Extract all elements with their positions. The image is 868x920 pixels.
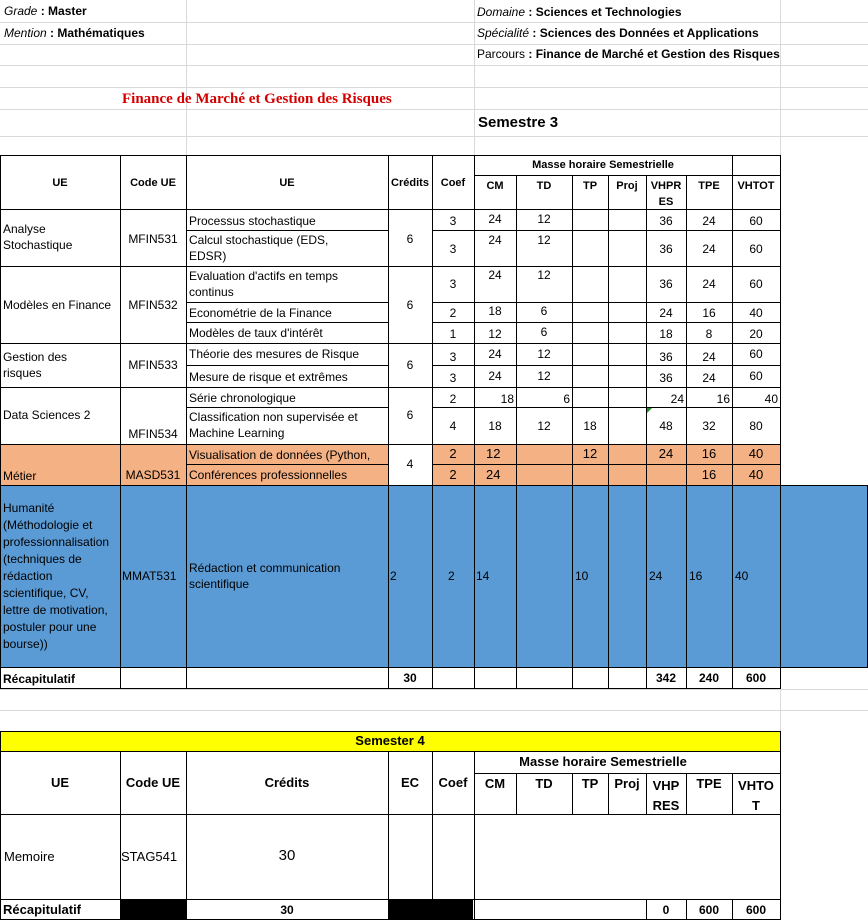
- s3-ue-data-sciences: Data Sciences 2: [3, 408, 91, 422]
- parcours-value: : Finance de Marché et Gestion des Risques: [528, 47, 780, 61]
- s4-header-vhpres: VHP RES: [652, 778, 680, 813]
- s3-row-6-tpe: 24: [702, 371, 716, 385]
- s4-header-cm: CM: [484, 776, 506, 791]
- s3-row-8-tpe: 32: [702, 419, 716, 433]
- s3-row-2-cm: 24: [488, 268, 502, 282]
- s3-row-4-vhtot: 20: [749, 327, 763, 341]
- s3-row-7-cm: 18: [500, 392, 514, 406]
- s3-row-6-cm: 24: [488, 369, 502, 383]
- s3-header-tpe: TPE: [698, 180, 720, 192]
- s3-row-7-vhpres: 24: [670, 392, 684, 406]
- s3-row-8-td: 12: [537, 419, 551, 433]
- s3-row-6-name: Mesure de risque et extrêmes: [189, 370, 348, 384]
- s3-row-3-vhpres: 24: [659, 306, 673, 320]
- s3-row-10-vhtot: 40: [748, 467, 764, 482]
- grade-value: : Master: [40, 4, 87, 18]
- parcours-line: [477, 46, 780, 62]
- s3-row-8-name: Classification non supervisée et Machine Learning: [189, 410, 358, 440]
- s3-row-5-td: 12: [537, 347, 551, 361]
- s3-row-2-vhtot: 60: [749, 277, 763, 291]
- s3-row-4-vhpres: 18: [659, 327, 673, 341]
- s3-code-mmat531: MMAT531: [122, 569, 177, 583]
- s3-header-ue-element: UE: [279, 177, 295, 189]
- s3-row-6-vhpres: 36: [659, 371, 673, 385]
- s3-row-9-name: Visualisation de données (Python,: [189, 448, 371, 462]
- domaine-value: : Sciences et Technologies: [528, 5, 682, 19]
- s3-row-5-vhtot: 60: [749, 347, 763, 361]
- s3-header-masse: Masse horaire Semestrielle: [532, 159, 674, 171]
- s3-ue-modeles: Modèles en Finance: [3, 298, 112, 312]
- s3-header-tp: TP: [582, 180, 598, 192]
- s4-header-masse: Masse horaire Semestrielle: [519, 754, 687, 769]
- s3-row-4-td: 6: [540, 325, 548, 339]
- s3-credits-gestion: 6: [406, 358, 414, 372]
- s3-row-5-cm: 24: [488, 347, 502, 361]
- specialite-label: Spécialité: [477, 26, 530, 40]
- cell-comment-marker: [647, 408, 652, 413]
- s3-row-8-tp: 18: [583, 419, 597, 433]
- s3-row-7-vhtot: 40: [764, 392, 778, 406]
- s3-recap-vhpres: 342: [655, 671, 677, 685]
- mention-label: Mention: [4, 26, 47, 40]
- s3-code-mfin533: MFIN533: [128, 358, 178, 372]
- s3-row-11-vhpres: 24: [649, 569, 663, 583]
- s3-credits-humanite: 2: [390, 569, 397, 583]
- s3-row-11-cm: 14: [476, 569, 490, 583]
- s3-row-8-cm: 18: [488, 419, 502, 433]
- s3-row-9-tp: 12: [582, 446, 598, 461]
- s3-header-td: TD: [536, 180, 552, 192]
- s4-header-tpe: TPE: [696, 776, 722, 791]
- s4-header-td: TD: [535, 776, 553, 791]
- s3-row-0-td: 12: [537, 212, 551, 226]
- s3-row-4-coef: 1: [449, 327, 457, 341]
- s3-credits-metier: 4: [406, 457, 414, 471]
- s3-row-3-cm: 18: [488, 304, 502, 318]
- s4-header-ue: UE: [50, 775, 70, 790]
- s3-row-7-td: 6: [563, 392, 570, 406]
- s4-recap-vhpres: 0: [662, 903, 670, 917]
- grade-label: Grade: [4, 4, 38, 18]
- recap4-black-code: [120, 900, 186, 920]
- s3-recap-tpe: 240: [698, 671, 720, 685]
- s3-header-cm: CM: [486, 180, 504, 192]
- s3-row-8-vhtot: 80: [749, 419, 763, 433]
- s4-header-coef: Coef: [438, 775, 468, 790]
- s3-row-1-cm: 24: [488, 233, 502, 247]
- s3-header-ue: UE: [52, 177, 68, 189]
- mention-line: [4, 25, 145, 41]
- s3-row-8-coef: 4: [449, 419, 457, 433]
- s3-row-3-tpe: 16: [702, 306, 716, 320]
- s3-row-1-vhtot: 60: [749, 242, 763, 256]
- s3-row-11-name: Rédaction et communication scientifique: [189, 561, 341, 591]
- s4-recap-credits: 30: [280, 903, 294, 917]
- s4-ue-memoire: Memoire: [4, 849, 55, 864]
- s3-row-3-coef: 2: [449, 306, 457, 320]
- s3-credits-data-sciences: 6: [406, 408, 414, 422]
- recap4-black-ec: [388, 900, 473, 920]
- semester3-title: Semestre 3: [478, 114, 559, 131]
- s3-row-5-tpe: 24: [702, 350, 716, 364]
- s4-code-stag541: STAG541: [121, 849, 178, 864]
- s4-header-tp: TP: [581, 776, 599, 791]
- s3-row-0-vhtot: 60: [749, 214, 763, 228]
- s3-row-1-name: Calcul stochastique (EDS, EDSR): [189, 233, 329, 263]
- s3-ue-analyse: Analyse Stochastique: [3, 222, 73, 252]
- s4-recap-label: Récapitulatif: [3, 902, 82, 917]
- s4-header-credits: Crédits: [264, 775, 310, 790]
- mention-value: : Mathématiques: [50, 26, 145, 40]
- s3-header-coef: Coef: [440, 177, 466, 189]
- domaine-line: [477, 4, 682, 20]
- s3-row-6-coef: 3: [449, 371, 457, 385]
- s3-ue-humanite: Humanité (Méthodologie et professionnalisation (techniques de rédaction scientifique, CV, lettre de motivation, postuler pour une bourse)): [3, 501, 110, 651]
- s3-row-0-cm: 24: [488, 212, 502, 226]
- s3-row-1-td: 12: [537, 233, 551, 247]
- s3-row-3-td: 6: [540, 304, 548, 318]
- s3-row-1-vhpres: 36: [659, 242, 673, 256]
- s3-header-vhpres: VHPR ES: [650, 180, 682, 208]
- s3-row-2-vhpres: 36: [659, 277, 673, 291]
- s3-row-11-coef: 2: [448, 569, 455, 583]
- s3-row-7-tpe: 16: [716, 392, 730, 406]
- s3-row-5-coef: 3: [449, 350, 457, 364]
- s3-header-proj: Proj: [616, 180, 638, 192]
- s3-row-0-tpe: 24: [702, 214, 716, 228]
- s3-row-9-coef: 2: [449, 446, 457, 461]
- s3-row-1-coef: 3: [449, 242, 457, 256]
- s3-row-11-tp: 10: [575, 569, 589, 583]
- s3-code-masd531: MASD531: [125, 468, 181, 482]
- s3-row-9-tpe: 16: [701, 446, 717, 461]
- s3-row-2-td: 12: [537, 268, 551, 282]
- s4-recap-vhtot: 600: [745, 903, 767, 917]
- s3-row-9-cm: 12: [486, 446, 501, 461]
- s3-recap-label: Récapitulatif: [3, 672, 76, 686]
- s3-row-3-vhtot: 40: [749, 306, 763, 320]
- s3-row-4-name: Modèles de taux d'intérêt: [189, 326, 323, 340]
- s3-row-10-name: Conférences professionnelles: [189, 468, 348, 482]
- s3-row-9-vhpres: 24: [658, 446, 674, 461]
- s4-credits-memoire: 30: [278, 847, 296, 864]
- s3-row-10-tpe: 16: [701, 467, 717, 482]
- s3-ue-metier: Métier: [3, 469, 37, 483]
- s3-header-code-ue: Code UE: [130, 177, 176, 189]
- s3-row-1-tpe: 24: [702, 242, 716, 256]
- s4-header-proj: Proj: [614, 776, 640, 791]
- s4-header-ec: EC: [400, 775, 420, 790]
- s3-row-4-cm: 12: [488, 327, 502, 341]
- s3-recap-credits: 30: [403, 671, 417, 685]
- grade-line: [4, 3, 87, 19]
- s3-row-7-name: Série chronologique: [189, 391, 296, 405]
- s3-row-5-name: Théorie des mesures de Risque: [189, 347, 360, 361]
- s3-row-10-coef: 2: [449, 467, 457, 482]
- s3-row-2-tpe: 24: [702, 277, 716, 291]
- s3-row-9-vhtot: 40: [748, 446, 764, 461]
- s3-row-0-vhpres: 36: [659, 214, 673, 228]
- specialite-value: : Sciences des Données et Applications: [532, 26, 759, 40]
- specialite-line: [477, 25, 759, 41]
- s3-row-10-cm: 24: [486, 467, 501, 482]
- parcours-label: Parcours: [477, 47, 526, 61]
- s3-row-0-name: Processus stochastique: [189, 214, 316, 228]
- program-title: Finance de Marché et Gestion des Risques: [122, 91, 392, 107]
- s3-row-11-tpe: 16: [689, 569, 703, 583]
- s3-credits-analyse: 6: [406, 232, 414, 246]
- s3-row-3-name: Econométrie de la Finance: [189, 306, 332, 320]
- s3-row-4-tpe: 8: [705, 327, 713, 341]
- s3-row-2-name: Evaluation d'actifs en temps continus: [189, 269, 339, 299]
- s3-header-vhtot: VHTOT: [737, 180, 775, 192]
- s4-recap-tpe: 600: [698, 903, 720, 917]
- s3-code-mfin531: MFIN531: [128, 232, 178, 246]
- s3-recap-vhtot: 600: [745, 671, 767, 685]
- s3-header-credits: Crédits: [391, 177, 429, 189]
- s3-row-6-td: 12: [537, 369, 551, 383]
- s3-ue-gestion: Gestion des risques: [3, 350, 68, 380]
- s3-row-0-coef: 3: [449, 214, 457, 228]
- s3-credits-modeles: 6: [406, 298, 414, 312]
- s4-header-code-ue: Code UE: [125, 775, 181, 790]
- s3-code-mfin534: MFIN534: [128, 427, 178, 441]
- s3-row-11-vhtot: 40: [735, 569, 749, 583]
- s3-row-8-vhpres: 48: [659, 419, 673, 433]
- s3-row-7-coef: 2: [449, 392, 457, 406]
- s3-code-mfin532: MFIN532: [128, 298, 178, 312]
- s4-header-vhtot: VHTO T: [738, 778, 774, 813]
- domaine-label: Domaine: [477, 5, 526, 19]
- s3-row-6-vhtot: 60: [749, 369, 763, 383]
- semester4-title: Semester 4: [355, 733, 425, 748]
- s3-row-5-vhpres: 36: [659, 350, 673, 364]
- s3-row-2-coef: 3: [449, 277, 457, 291]
